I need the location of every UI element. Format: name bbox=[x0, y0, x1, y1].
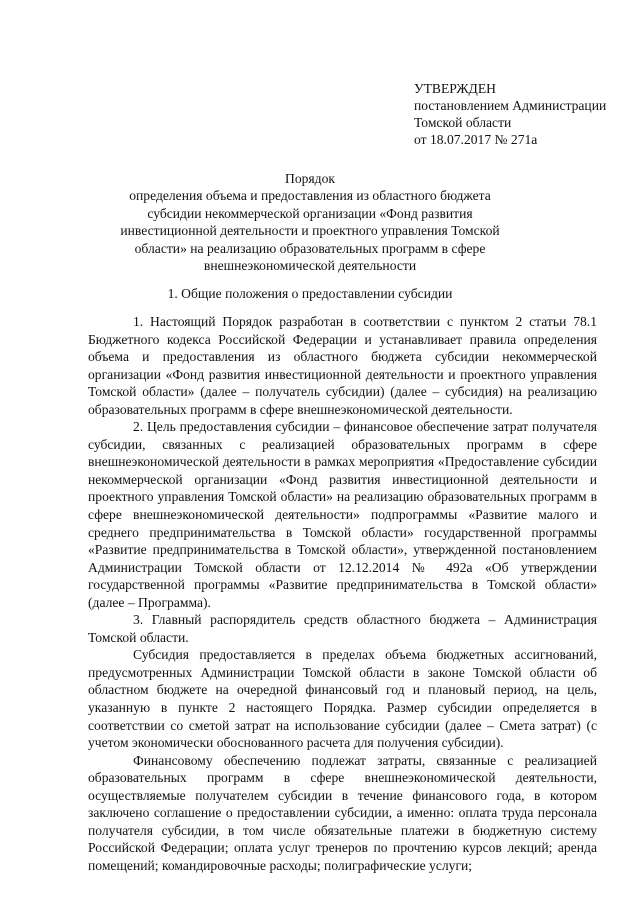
approval-title: УТВЕРЖДЕН bbox=[414, 81, 496, 96]
title-line: инвестиционной деятельности и проектного управления Томской bbox=[120, 223, 500, 239]
approval-authority: постановлением Администрации bbox=[414, 98, 607, 113]
paragraph: 2. Цель предоставления субсидии – финансовое обеспечение затрат получателя субсидии, связанных с реализацией образовательных программ в сфере внешнеэкономической деятельности в рамках мероприятия «Предоставление субсидии некоммерческой организации «Фонд развития инвестиционной деятельности и проектного управления Томской области» на реализацию образовательных программ в сфере внешнеэкономической деятельности» подпрограммы «Развитие малого и среднего предпринимательства в Томской области» государственной программы «Развитие предпринимательства в Томской области», утвержденной постановлением Администрации Томской области от 12.12.2014 № 492а «Об утверждении государственной программы «Развитие предпринимательства в Томской области» (далее – Программа). bbox=[88, 419, 597, 610]
approval-date-number: от 18.07.2017 № 271а bbox=[414, 132, 538, 147]
section-heading: 1. Общие положения о предоставлении субсидии bbox=[167, 286, 453, 301]
title-line: внешнеэкономической деятельности bbox=[203, 258, 417, 274]
title-line: субсидии некоммерческой организации «Фонд развития bbox=[147, 205, 473, 221]
approval-stamp bbox=[414, 80, 629, 148]
title-line: Порядок bbox=[285, 171, 335, 186]
section-body bbox=[88, 313, 597, 875]
title-line: определения объема и предоставления из областного бюджета bbox=[129, 188, 491, 204]
paragraph: Финансовому обеспечению подлежат затраты, связанные с реализацией образовательных программ в сфере внешнеэкономической деятельности, осуществляемые получателем субсидии в течение финансового года, в котором заключено соглашение о предоставлении субсидии, а именно: оплата труда персонала получателя субсидии, в том числе обязательные платежи в бюджетную систему Российской Федерации; оплата услуг тренеров по прочтению курсов лекций; аренда помещений; командировочные расходы; полиграфические услуги; bbox=[88, 752, 597, 873]
paragraph: 1. Настоящий Порядок разработан в соответствии с пунктом 2 статьи 78.1 Бюджетного кодекса Российской Федерации и устанавливает правила определения объема и предоставления из областного бюджета субсидии некоммерческой организации «Фонд развития инвестиционной деятельности и проектного управления Томской области» (далее – получатель субсидии) (далее – субсидия) на реализацию образовательных программ в сфере внешнеэкономической деятельности. bbox=[88, 314, 597, 417]
title-line: области» на реализацию образовательных программ в сфере bbox=[134, 240, 486, 256]
paragraph: Субсидия предоставляется в пределах объема бюджетных ассигнований, предусмотренных Администрации Томской области в законе Томской области об областном бюджете на очередной финансовый год и плановый период, на цель, указанную в пункте 2 настоящего Порядка. Размер субсидии определяется в соответствии со сметой затрат на использование субсидии (далее – Смета затрат) (с учетом экономически обоснованного расчета для получения субсидии). bbox=[88, 647, 597, 751]
document-title bbox=[80, 170, 540, 274]
paragraph: 3. Главный распорядитель средств областного бюджета – Администрация Томской области. bbox=[88, 612, 597, 645]
approval-region: Томской области bbox=[414, 115, 512, 130]
